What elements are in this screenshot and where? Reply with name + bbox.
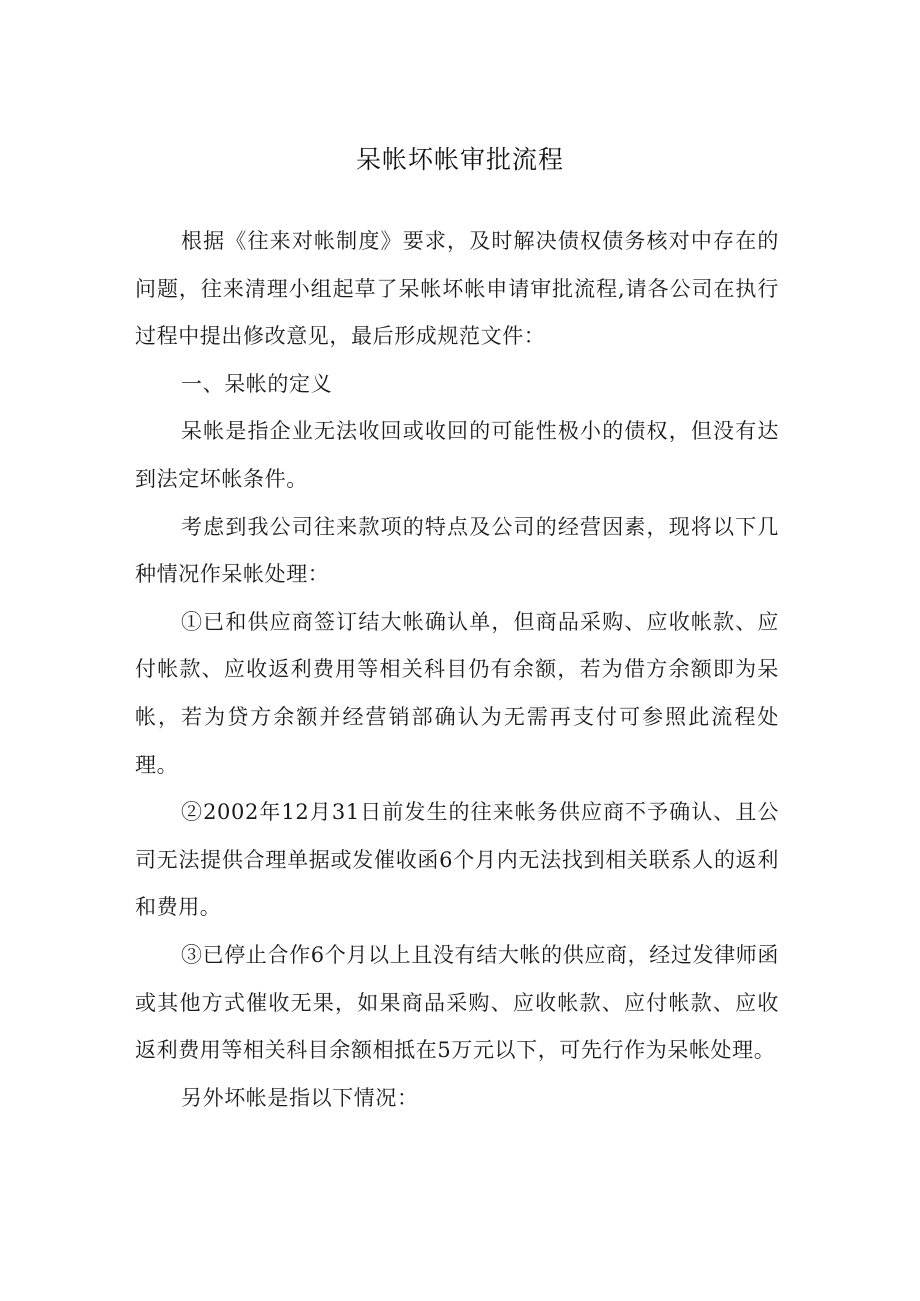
- case-item-2: ②2002年12月31日前发生的往来帐务供应商不予确认、且公司无法提供合理单据或发催收函6个月内无法找到相关联系人的返利和费用。: [135, 800, 779, 920]
- definition-paragraph: 呆帐是指企业无法收回或收回的可能性极小的债权，但没有达到法定坏帐条件。: [135, 419, 779, 491]
- case-item-3: ③已停止合作6个月以上且没有结大帐的供应商，经过发律师函或其他方式催收无果，如果商品采购、应收帐款、应付帐款、应收返利费用等相关科目余额相抵在5万元以下，可先行作为呆帐处理。: [135, 942, 779, 1063]
- intro-paragraph: 根据《往来对帐制度》要求，及时解决债权债务核对中存在的问题，往来清理小组起草了呆帐坏帐申请审批流程,请各公司在执行过程中提出修改意见，最后形成规范文件：: [135, 229, 779, 349]
- bad-debt-intro-paragraph: 另外坏帐是指以下情况：: [181, 1085, 419, 1110]
- considerations-paragraph: 考虑到我公司往来款项的特点及公司的经营因素，现将以下几种情况作呆帐处理：: [135, 514, 779, 587]
- document-body: [135, 218, 779, 1122]
- section-heading-definition: 一、呆帐的定义: [181, 371, 333, 396]
- case-item-1: ①已和供应商签订结大帐确认单，但商品采购、应收帐款、应付帐款、应收返利费用等相关科目仍有余额，若为借方余额即为呆帐，若为贷方余额并经营销部确认为无需再支付可参照此流程处理。: [135, 609, 779, 777]
- page-title: 呆帐坏帐审批流程: [355, 145, 564, 174]
